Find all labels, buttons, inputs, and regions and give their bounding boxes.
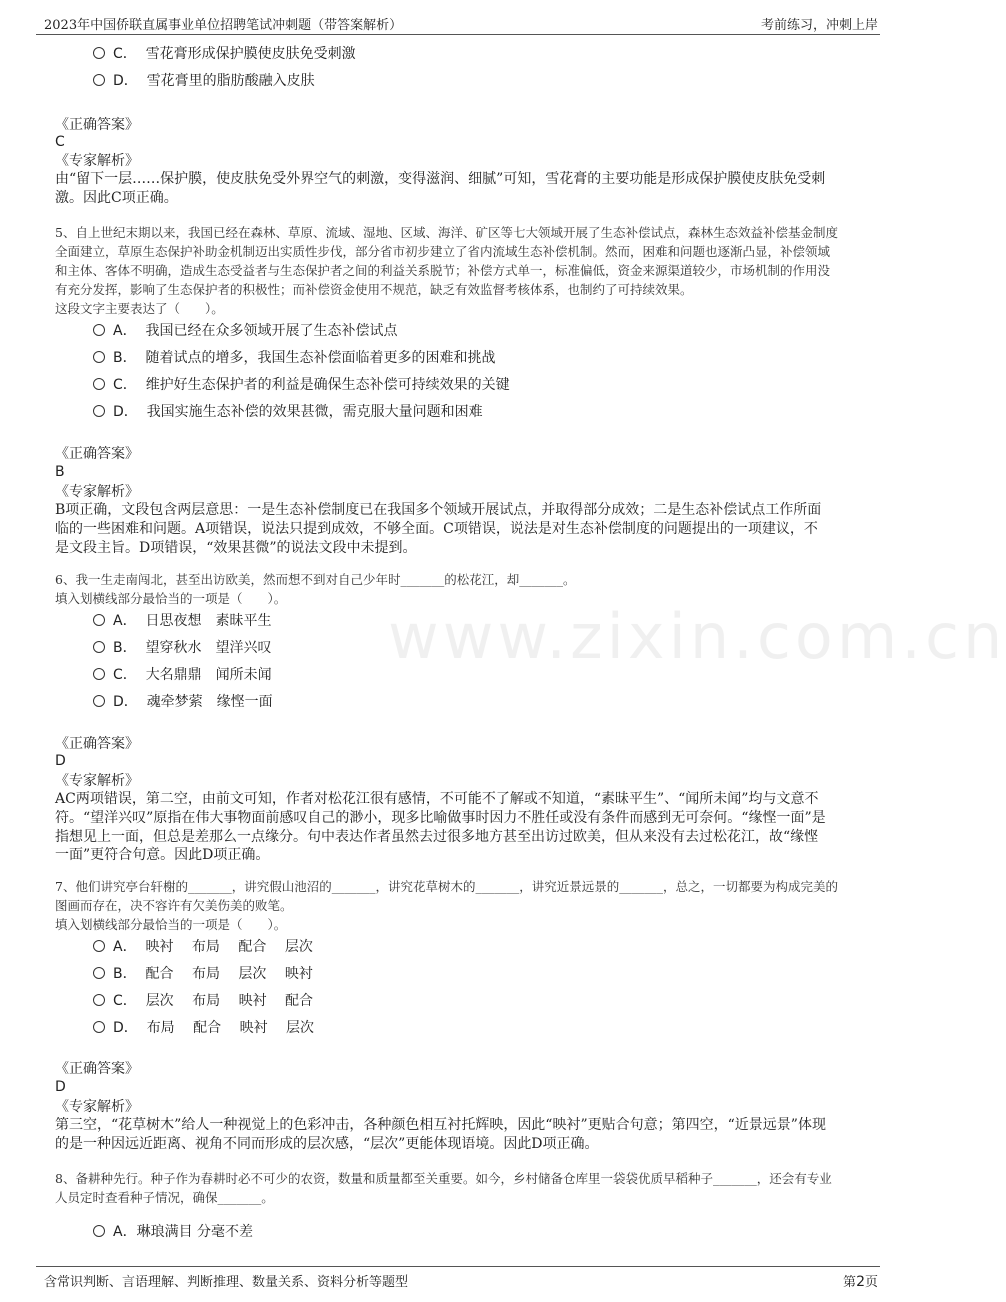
option-b[interactable]: B． 望穿秋水 望洋兴叹 bbox=[93, 638, 272, 658]
radio-icon[interactable] bbox=[93, 641, 105, 653]
page-number: 第2页 bbox=[843, 1274, 878, 1290]
option-d[interactable]: D． 我国实施生态补偿的效果甚微，需克服大量问题和困难 bbox=[93, 402, 483, 422]
analysis-line: 由“留下一层……保护膜，使皮肤免受外界空气的刺激，变得滋润、细腻”可知，雪花膏的主要功能是形成保护膜使皮肤免受刺 bbox=[55, 171, 826, 187]
option-c[interactable]: C． 维护好生态保护者的利益是确保生态补偿可持续效果的关键 bbox=[93, 375, 510, 395]
radio-icon[interactable] bbox=[93, 994, 105, 1006]
analysis-line: 符。“望洋兴叹”原指在伟大事物面前感叹自己的渺小，现多比喻做事时因力不胜任或没有条件而感到无可奈何。“缘悭一面”是 bbox=[55, 810, 826, 826]
option-d[interactable]: D． 布局 配合 映衬 层次 bbox=[93, 1018, 314, 1038]
analysis-line: 激。因此C项正确。 bbox=[55, 190, 178, 206]
radio-icon[interactable] bbox=[93, 967, 105, 979]
question-prompt: 填入划横线部分最恰当的一项是（ ）。 bbox=[55, 917, 287, 932]
radio-icon[interactable] bbox=[93, 668, 105, 680]
analysis-line: 临的一些困难和问题。A项错误，说法只提到成效，不够全面。C项错误，说法是对生态补偿制度的问题提出的一项建议，不 bbox=[55, 521, 818, 537]
answer-value: D bbox=[55, 753, 66, 769]
question-stem: 和主体、客体不明确，造成生态受益者与生态保护者之间的利益关系脱节；补偿方式单一，标准偏低，资金来源渠道较少，市场机制的作用没 bbox=[55, 263, 831, 278]
option-b[interactable]: B． 配合 布局 层次 映衬 bbox=[93, 964, 313, 984]
answer-label: 《正确答案》 bbox=[55, 1061, 139, 1077]
radio-icon[interactable] bbox=[93, 1225, 105, 1237]
question-prompt: 这段文字主要表达了（ ）。 bbox=[55, 301, 224, 316]
page-footer bbox=[36, 1266, 880, 1289]
option-a[interactable]: A． 日思夜想 素昧平生 bbox=[93, 611, 271, 631]
question-stem: 人员定时查看种子情况，确保_______。 bbox=[55, 1190, 274, 1205]
analysis-label: 《专家解析》 bbox=[55, 1099, 139, 1115]
question-stem: 图画而存在，决不容许有欠美伤美的败笔。 bbox=[55, 898, 293, 913]
analysis-line: 第三空，“花草树木”给人一种视觉上的色彩冲击，各种颜色相互衬托辉映，因此“映衬”更贴合句意；第四空，“近景远景”体现 bbox=[55, 1117, 826, 1133]
radio-icon[interactable] bbox=[93, 47, 105, 59]
radio-icon[interactable] bbox=[93, 940, 105, 952]
page-header bbox=[36, 12, 880, 35]
question-stem: 8、备耕种先行。种子作为春耕时必不可少的农资，数量和质量都至关重要。如今，乡村储备仓库里一袋袋优质早稻种子_______，还会有专业 bbox=[55, 1171, 832, 1186]
radio-icon[interactable] bbox=[93, 695, 105, 707]
question-stem: 6、我一生走南闯北，甚至出访欧美，然而想不到对自己少年时_______的松花江，却_______。 bbox=[55, 572, 576, 587]
radio-icon[interactable] bbox=[93, 351, 105, 363]
answer-label: 《正确答案》 bbox=[55, 446, 139, 462]
question-stem: 全面建立，草原生态保护补助金机制迈出实质性步伐，部分省市初步建立了省内流域生态补偿机制。然而，困难和问题也逐渐凸显，补偿领域 bbox=[55, 244, 831, 259]
option-d[interactable]: D． 魂牵梦萦 缘悭一面 bbox=[93, 692, 273, 712]
document-title: 2023年中国侨联直属事业单位招聘笔试冲刺题（带答案解析） bbox=[44, 18, 403, 33]
analysis-line: 一面”更符合句意。因此D项正确。 bbox=[55, 847, 270, 863]
question-prompt: 填入划横线部分最恰当的一项是（ ）。 bbox=[55, 591, 287, 606]
radio-icon[interactable] bbox=[93, 74, 105, 86]
option-d[interactable]: D． 雪花膏里的脂肪酸融入皮肤 bbox=[93, 71, 315, 91]
analysis-line: 是文段主旨。D项错误，“效果甚微”的说法文段中未提到。 bbox=[55, 540, 417, 556]
radio-icon[interactable] bbox=[93, 405, 105, 417]
header-slogan: 考前练习，冲刺上岸 bbox=[760, 18, 878, 33]
option-c[interactable]: C． 大名鼎鼎 闻所未闻 bbox=[93, 665, 272, 685]
analysis-line: 的是一种因远近距离、视角不同而形成的层次感，“层次”更能体现语境。因此D项正确。 bbox=[55, 1136, 599, 1152]
option-c[interactable]: C． 层次 布局 映衬 配合 bbox=[93, 991, 313, 1011]
question-stem: 5、自上世纪末期以来，我国已经在森林、草原、流域、湿地、区域、海洋、矿区等七大领域开展了生态补偿试点，森林生态效益补偿基金制度 bbox=[55, 225, 838, 240]
radio-icon[interactable] bbox=[93, 324, 105, 336]
analysis-label: 《专家解析》 bbox=[55, 153, 139, 169]
analysis-label: 《专家解析》 bbox=[55, 773, 139, 789]
analysis-line: B项正确，文段包含两层意思：一是生态补偿制度已在我国多个领域开展试点，并取得部分成效；二是生态补偿试点工作所面 bbox=[55, 502, 822, 518]
question-stem: 7、他们讲究亭台轩榭的_______，讲究假山池沼的_______，讲究花草树木的_______，讲究近景远景的_______，总之，一切都要为构成完美的 bbox=[55, 879, 838, 894]
answer-label: 《正确答案》 bbox=[55, 117, 139, 133]
footer-subjects: 含常识判断、言语理解、判断推理、数量关系、资料分析等题型 bbox=[44, 1275, 409, 1290]
analysis-label: 《专家解析》 bbox=[55, 484, 139, 500]
option-c[interactable]: C． 雪花膏形成保护膜使皮肤免受刺激 bbox=[93, 44, 356, 64]
analysis-line: 指想见上一面，但总是差那么一点缘分。句中表达作者虽然去过很多地方甚至出访过欧美，但从来没有去过松花江，故“缘悭 bbox=[55, 829, 819, 845]
option-a[interactable]: A． 映衬 布局 配合 层次 bbox=[93, 937, 313, 957]
radio-icon[interactable] bbox=[93, 1021, 105, 1033]
watermark: www.zixin.com.cn bbox=[388, 600, 1006, 673]
option-a[interactable]: A．琳琅满目 分毫不差 bbox=[93, 1222, 253, 1242]
radio-icon[interactable] bbox=[93, 614, 105, 626]
answer-value: B bbox=[55, 464, 65, 480]
answer-value: D bbox=[55, 1079, 66, 1095]
answer-label: 《正确答案》 bbox=[55, 736, 139, 752]
question-stem: 有充分发挥，影响了生态保护者的积极性；而补偿资金使用不规范，缺乏有效监督考核体系，也制约了可持续效果。 bbox=[55, 282, 693, 297]
option-b[interactable]: B． 随着试点的增多，我国生态补偿面临着更多的困难和挑战 bbox=[93, 348, 496, 368]
answer-value: C bbox=[55, 134, 65, 150]
radio-icon[interactable] bbox=[93, 378, 105, 390]
option-a[interactable]: A． 我国已经在众多领域开展了生态补偿试点 bbox=[93, 321, 397, 341]
analysis-line: AC两项错误，第二空，由前文可知，作者对松花江很有感情，不可能不了解或不知道，“素昧平生”、“闻所未闻”均与文意不 bbox=[55, 791, 819, 807]
